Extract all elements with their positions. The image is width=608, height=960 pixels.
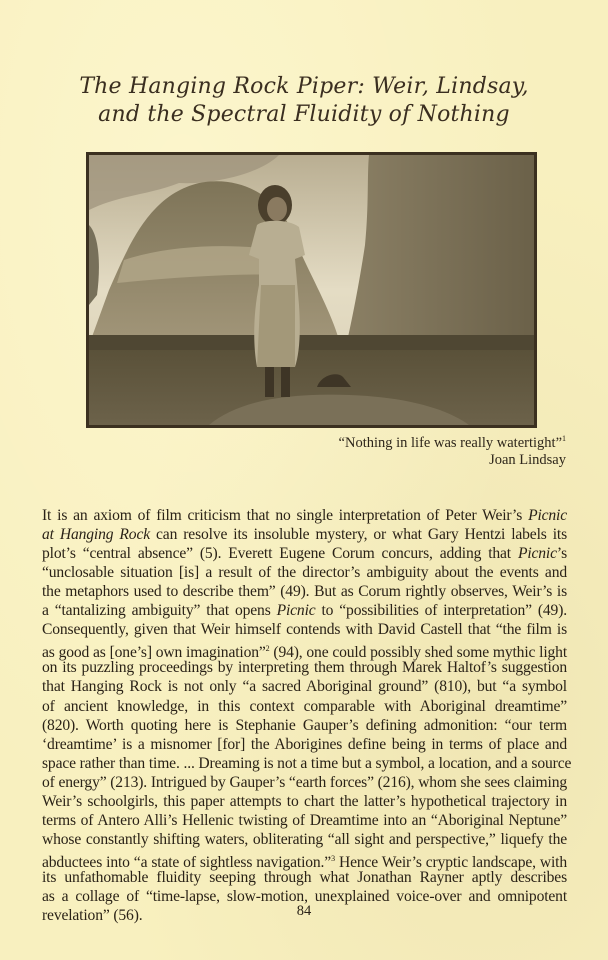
body-text: whose constantly shifting waters, obliterating “all sight and perspective,” liquefy the: [42, 830, 567, 848]
body-line: [42, 620, 567, 639]
body-text: can resolve its insoluble mystery, or what Gary Hentzi labels its: [150, 526, 567, 544]
footnote-mark: 1: [562, 434, 566, 443]
body-text: on its puzzling proceedings by interpreting them through Marek Haltof’s suggestion: [42, 659, 567, 677]
body-text: plot’s “central absence” (5). Everett Eugene Corum concurs, adding that: [42, 545, 518, 563]
film-still-photo: [86, 152, 537, 428]
italic-title: Picnic: [528, 507, 567, 524]
body-text: the metaphors used to describe them” (49). But as Corum rightly observes, Weir’s is: [42, 583, 567, 601]
body-text: as good as [one’s] own imagination”: [42, 644, 266, 662]
page-number: 84: [296, 903, 312, 919]
body-line: [42, 868, 567, 887]
body-text: “unclosable situation [is] a result of the director’s ambiguity about the events and: [42, 564, 567, 582]
body-line: [42, 544, 567, 563]
body-line: [42, 716, 567, 735]
body-text: of ancient knowledge, in this context comparable with Aboriginal dreamtime”: [42, 697, 567, 715]
title-line-1: The Hanging Rock Piper: Weir, Lindsay,: [79, 74, 529, 99]
body-line: [42, 697, 567, 716]
right-rock: [344, 155, 534, 355]
body-text: its unfathomable fluidity seeping through what Jonathan Rayner aptly describes: [42, 868, 567, 886]
body-line: [42, 582, 567, 601]
body-line: [42, 754, 572, 773]
epigraph-author: Joan Lindsay: [489, 452, 566, 468]
body-text: of energy” (213). Intrigued by Gauper’s “earth forces” (216), whom she sees claiming: [42, 773, 567, 791]
body-text: revelation” (56).: [42, 907, 143, 925]
italic-title: Picnic: [276, 602, 316, 620]
body-line: [42, 735, 567, 754]
body-text: as a collage of “time-lapse, slow-motion, unexplained voice-over and omnipotent: [42, 888, 567, 905]
body-line: [42, 658, 567, 677]
body-text: a “tantalizing ambiguity” that opens: [42, 602, 277, 620]
footnote-mark: 2: [265, 644, 270, 654]
body-line: [42, 506, 567, 525]
body-text: Consequently, given that Weir himself contends with David Castell that “the film is: [42, 621, 567, 639]
body-text: terms of Antero Alli’s Hellenic twisting of Dreamtime into an “Aboriginal Neptune”: [42, 811, 567, 829]
body-line: [42, 677, 567, 696]
body-line: [42, 811, 567, 830]
title-line-2: and the Spectral Fluidity of Nothing: [98, 102, 510, 127]
body-text: space rather than time. ... Dreaming is not a time but a symbol, a location, and a source: [42, 754, 572, 772]
body-text: ’s: [556, 545, 567, 563]
body-line: [42, 792, 567, 811]
footnote-mark: 3: [331, 853, 335, 863]
epigraph-quote-text: “Nothing in life was really watertight”: [338, 435, 562, 451]
body-text: to “possibilities of interpretation” (49).: [315, 602, 567, 620]
italic-title: at Hanging Rock: [42, 526, 150, 544]
body-text: that Hanging Rock is not only “a sacred Aboriginal ground” (810), but “a symbol: [42, 678, 567, 696]
body-line: [42, 525, 567, 544]
body-line: [42, 563, 567, 582]
italic-title: Picnic: [517, 545, 557, 563]
body-text: It is an axiom of film criticism that no single interpretation of Peter Weir’s: [42, 507, 529, 524]
body-line: [42, 773, 567, 792]
body-text: abductees into “a state of sightless navigation.”: [42, 853, 332, 871]
body-text: ‘dreamtime’ is a misnomer [for] the Aborigines define being in terms of place and: [42, 735, 567, 753]
body-line: [42, 830, 567, 849]
body-text: Hence Weir’s cryptic landscape, with: [334, 853, 568, 871]
body-line: [42, 601, 567, 620]
body-text: (820). Worth quoting here is Stephanie Gauper’s defining admonition: “our term: [42, 716, 567, 734]
epigraph-quote: [339, 434, 566, 452]
body-text: Weir’s schoolgirls, this paper attempts to chart the latter’s hypothetical trajectory in: [42, 792, 567, 810]
body-text: (94), one could possibly shed some mythic light: [269, 644, 567, 662]
